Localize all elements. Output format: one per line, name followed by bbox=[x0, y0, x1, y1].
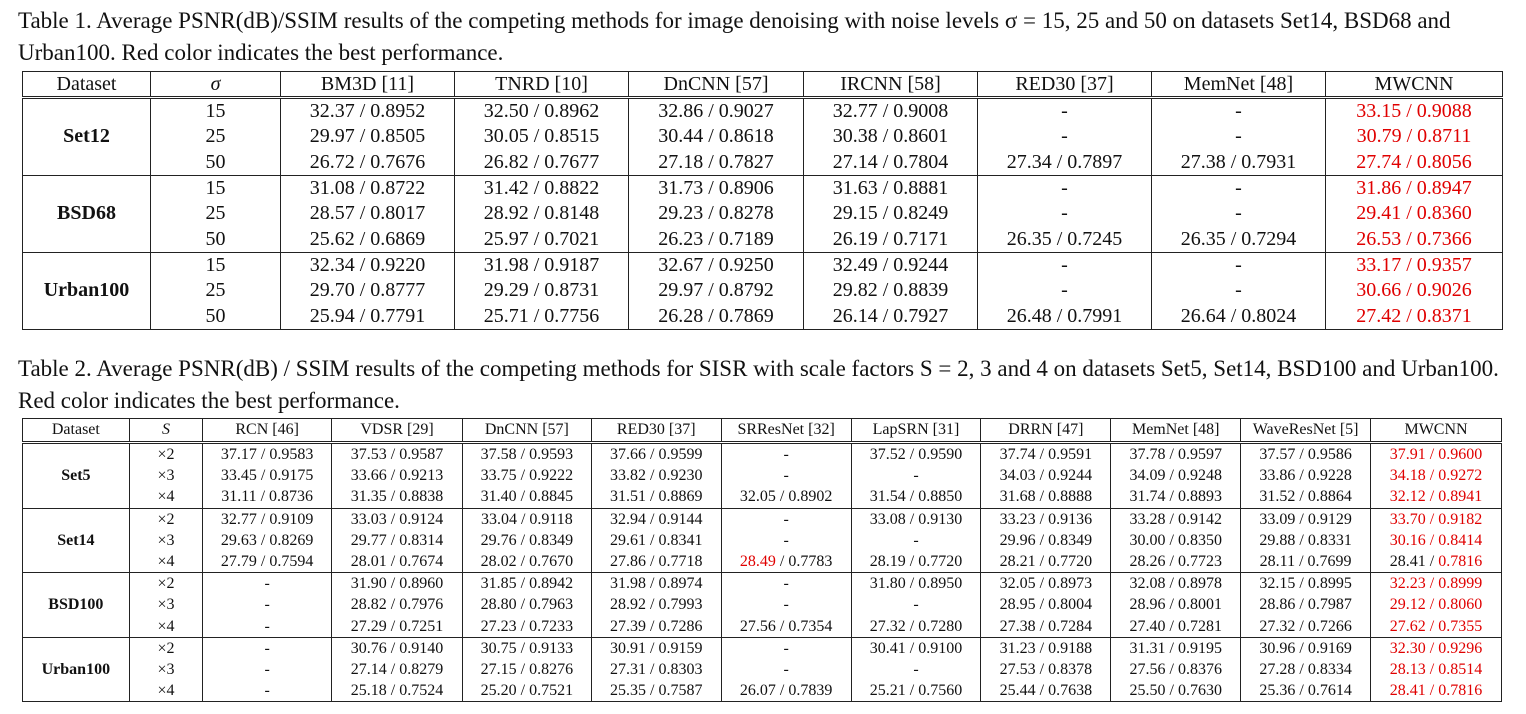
result-cell: 31.40 / 0.8845 bbox=[462, 486, 591, 508]
result-cell: 25.94 / 0.7791 bbox=[281, 303, 455, 329]
result-cell: 27.86 / 0.7718 bbox=[591, 551, 721, 573]
result-cell: 27.34 / 0.7897 bbox=[978, 150, 1152, 176]
result-cell: 27.32 / 0.7280 bbox=[851, 616, 981, 638]
result-cell: 31.35 / 0.8838 bbox=[332, 486, 463, 508]
result-cell: 30.79 / 0.8711 bbox=[1326, 124, 1503, 149]
table-row bbox=[23, 637, 1502, 659]
result-cell: 25.44 / 0.7638 bbox=[981, 680, 1111, 702]
level-cell: ×3 bbox=[129, 465, 202, 486]
result-cell: 33.82 / 0.9230 bbox=[591, 465, 721, 486]
level-cell: 15 bbox=[151, 98, 281, 125]
result-cell: 33.04 / 0.9118 bbox=[462, 508, 591, 530]
result-cell: 33.17 / 0.9357 bbox=[1326, 252, 1503, 278]
table2-header-6: SRResNet [32] bbox=[721, 419, 851, 443]
result-cell: 27.39 / 0.7286 bbox=[591, 616, 721, 638]
result-cell: 34.03 / 0.9244 bbox=[981, 465, 1111, 486]
result-cell: 28.92 / 0.7993 bbox=[591, 594, 721, 615]
result-cell: - bbox=[1152, 175, 1326, 201]
result-cell: 31.54 / 0.8850 bbox=[851, 486, 981, 508]
result-cell: - bbox=[203, 659, 332, 680]
level-cell: ×4 bbox=[129, 486, 202, 508]
result-cell: 26.64 / 0.8024 bbox=[1152, 303, 1326, 329]
result-cell: 30.75 / 0.9133 bbox=[462, 637, 591, 659]
table-row bbox=[23, 465, 1502, 486]
result-cell: 28.49 / 0.7783 bbox=[721, 551, 851, 573]
result-cell: 28.57 / 0.8017 bbox=[281, 201, 455, 226]
result-cell: 33.45 / 0.9175 bbox=[203, 465, 332, 486]
best-ssim: 0.7816 bbox=[1438, 553, 1483, 571]
result-cell: 32.12 / 0.8941 bbox=[1371, 486, 1502, 508]
dataset-name: Urban100 bbox=[23, 637, 130, 702]
result-cell: 29.77 / 0.8314 bbox=[332, 530, 463, 551]
result-cell: - bbox=[978, 201, 1152, 226]
result-cell: - bbox=[978, 175, 1152, 201]
table-row bbox=[23, 303, 1503, 329]
result-cell: 37.66 / 0.9599 bbox=[591, 443, 721, 466]
result-cell: 29.61 / 0.8341 bbox=[591, 530, 721, 551]
result-cell: - bbox=[851, 530, 981, 551]
table2-body bbox=[23, 443, 1502, 702]
result-cell: 25.20 / 0.7521 bbox=[462, 680, 591, 702]
result-cell: 25.21 / 0.7560 bbox=[851, 680, 981, 702]
table2-header-2: RCN [46] bbox=[203, 419, 332, 443]
result-cell: 29.12 / 0.8060 bbox=[1371, 594, 1502, 615]
result-cell: 25.18 / 0.7524 bbox=[332, 680, 463, 702]
result-cell: 25.62 / 0.6869 bbox=[281, 226, 455, 252]
table-row bbox=[23, 594, 1502, 615]
result-cell: 31.73 / 0.8906 bbox=[629, 175, 804, 201]
table1-header-0: Dataset bbox=[23, 72, 151, 98]
table-row bbox=[23, 573, 1502, 595]
result-cell: 29.70 / 0.8777 bbox=[281, 278, 455, 303]
result-cell: 37.17 / 0.9583 bbox=[203, 443, 332, 466]
table1-header-row bbox=[23, 72, 1503, 98]
result-cell: 31.90 / 0.8960 bbox=[332, 573, 463, 595]
table-row bbox=[23, 98, 1503, 125]
result-cell: 26.53 / 0.7366 bbox=[1326, 226, 1503, 252]
result-cell: 27.40 / 0.7281 bbox=[1111, 616, 1241, 638]
result-cell: 31.74 / 0.8893 bbox=[1111, 486, 1241, 508]
result-cell: - bbox=[721, 508, 851, 530]
result-cell: 28.26 / 0.7723 bbox=[1111, 551, 1241, 573]
result-cell: 31.80 / 0.8950 bbox=[851, 573, 981, 595]
table1-header-3: TNRD [10] bbox=[455, 72, 629, 98]
level-cell: 50 bbox=[151, 150, 281, 176]
result-cell: 28.21 / 0.7720 bbox=[981, 551, 1111, 573]
table2-caption: Table 2. Average PSNR(dB) / SSIM results of the competing methods for SISR with scale factors S = 2, 3 and 4 on datasets Set5, Set14, BSD100 and Urban100. Red color indicates the best performance. bbox=[18, 356, 1499, 413]
dataset-name: Urban100 bbox=[23, 252, 151, 329]
result-cell: 27.14 / 0.7804 bbox=[804, 150, 978, 176]
level-cell: 50 bbox=[151, 226, 281, 252]
result-cell: 31.11 / 0.8736 bbox=[203, 486, 332, 508]
table-row bbox=[23, 252, 1503, 278]
result-cell: 27.53 / 0.8378 bbox=[981, 659, 1111, 680]
result-cell: 32.37 / 0.8952 bbox=[281, 98, 455, 125]
result-cell: 33.86 / 0.9228 bbox=[1241, 465, 1371, 486]
table-row bbox=[23, 443, 1502, 466]
result-cell: - bbox=[721, 573, 851, 595]
result-cell: - bbox=[203, 637, 332, 659]
table2-header-1: S bbox=[129, 419, 202, 443]
result-cell: 29.97 / 0.8505 bbox=[281, 124, 455, 149]
result-cell: 27.74 / 0.8056 bbox=[1326, 150, 1503, 176]
result-cell: 29.23 / 0.8278 bbox=[629, 201, 804, 226]
result-cell: 37.52 / 0.9590 bbox=[851, 443, 981, 466]
result-cell: 32.94 / 0.9144 bbox=[591, 508, 721, 530]
result-cell: 26.82 / 0.7677 bbox=[455, 150, 629, 176]
table-row bbox=[23, 616, 1502, 638]
result-cell: - bbox=[203, 680, 332, 702]
result-cell: 28.11 / 0.7699 bbox=[1241, 551, 1371, 573]
result-cell: 31.98 / 0.8974 bbox=[591, 573, 721, 595]
result-cell: 31.31 / 0.9195 bbox=[1111, 637, 1241, 659]
result-cell: 26.35 / 0.7245 bbox=[978, 226, 1152, 252]
result-cell: 31.51 / 0.8869 bbox=[591, 486, 721, 508]
result-cell: 33.15 / 0.9088 bbox=[1326, 98, 1503, 125]
result-cell: 26.72 / 0.7676 bbox=[281, 150, 455, 176]
result-cell: 30.91 / 0.9159 bbox=[591, 637, 721, 659]
result-cell: 26.14 / 0.7927 bbox=[804, 303, 978, 329]
result-cell: 32.05 / 0.8973 bbox=[981, 573, 1111, 595]
result-cell: 27.15 / 0.8276 bbox=[462, 659, 591, 680]
result-cell: 30.16 / 0.8414 bbox=[1371, 530, 1502, 551]
table-row bbox=[23, 659, 1502, 680]
table2-header-row bbox=[23, 419, 1502, 443]
result-cell: 32.05 / 0.8902 bbox=[721, 486, 851, 508]
result-cell: - bbox=[1152, 278, 1326, 303]
dataset-name: BSD68 bbox=[23, 175, 151, 252]
table2-header-9: MemNet [48] bbox=[1111, 419, 1241, 443]
result-cell: 28.41 / 0.7816 bbox=[1371, 551, 1502, 573]
best-psnr: 28.49 bbox=[739, 553, 776, 571]
table1-header-7: MemNet [48] bbox=[1152, 72, 1326, 98]
level-cell: ×4 bbox=[129, 616, 202, 638]
table-row bbox=[23, 486, 1502, 508]
result-cell: - bbox=[203, 616, 332, 638]
result-cell: 30.38 / 0.8601 bbox=[804, 124, 978, 149]
result-cell: 37.57 / 0.9586 bbox=[1241, 443, 1371, 466]
result-cell: 25.97 / 0.7021 bbox=[455, 226, 629, 252]
level-cell: 25 bbox=[151, 278, 281, 303]
level-cell: ×3 bbox=[129, 594, 202, 615]
table2-header-3: VDSR [29] bbox=[332, 419, 463, 443]
result-cell: 28.92 / 0.8148 bbox=[455, 201, 629, 226]
level-cell: ×2 bbox=[129, 443, 202, 466]
result-cell: 29.15 / 0.8249 bbox=[804, 201, 978, 226]
result-cell: 25.36 / 0.7614 bbox=[1241, 680, 1371, 702]
result-cell: 28.13 / 0.8514 bbox=[1371, 659, 1502, 680]
result-cell: 26.19 / 0.7171 bbox=[804, 226, 978, 252]
result-cell: 27.28 / 0.8334 bbox=[1241, 659, 1371, 680]
table-row bbox=[23, 175, 1503, 201]
table2-header-10: WaveResNet [5] bbox=[1241, 419, 1371, 443]
table1-header-4: DnCNN [57] bbox=[629, 72, 804, 98]
result-cell: 32.34 / 0.9220 bbox=[281, 252, 455, 278]
result-cell: - bbox=[721, 465, 851, 486]
level-cell: 15 bbox=[151, 252, 281, 278]
level-cell: ×2 bbox=[129, 637, 202, 659]
result-cell: 31.23 / 0.9188 bbox=[981, 637, 1111, 659]
table1-header-8: MWCNN bbox=[1326, 72, 1503, 98]
level-cell: ×3 bbox=[129, 530, 202, 551]
result-cell: 31.68 / 0.8888 bbox=[981, 486, 1111, 508]
result-cell: 32.67 / 0.9250 bbox=[629, 252, 804, 278]
result-cell: 27.31 / 0.8303 bbox=[591, 659, 721, 680]
result-cell: 26.48 / 0.7991 bbox=[978, 303, 1152, 329]
result-cell: 33.28 / 0.9142 bbox=[1111, 508, 1241, 530]
result-cell: 37.78 / 0.9597 bbox=[1111, 443, 1241, 466]
level-cell: ×3 bbox=[129, 659, 202, 680]
table-row bbox=[23, 530, 1502, 551]
result-cell: 33.70 / 0.9182 bbox=[1371, 508, 1502, 530]
result-cell: 32.15 / 0.8995 bbox=[1241, 573, 1371, 595]
level-cell: ×2 bbox=[129, 508, 202, 530]
result-cell: 28.19 / 0.7720 bbox=[851, 551, 981, 573]
table2-header-4: DnCNN [57] bbox=[462, 419, 591, 443]
result-cell: 30.05 / 0.8515 bbox=[455, 124, 629, 149]
dataset-name: Set12 bbox=[23, 98, 151, 176]
result-cell: - bbox=[851, 594, 981, 615]
table1-header-5: IRCNN [58] bbox=[804, 72, 978, 98]
result-cell: - bbox=[1152, 124, 1326, 149]
result-cell: - bbox=[1152, 98, 1326, 125]
result-cell: - bbox=[721, 594, 851, 615]
result-cell: 27.18 / 0.7827 bbox=[629, 150, 804, 176]
level-cell: 25 bbox=[151, 124, 281, 149]
result-cell: 31.86 / 0.8947 bbox=[1326, 175, 1503, 201]
result-cell: 32.30 / 0.9296 bbox=[1371, 637, 1502, 659]
result-cell: - bbox=[851, 465, 981, 486]
result-cell: 29.82 / 0.8839 bbox=[804, 278, 978, 303]
result-cell: 28.01 / 0.7674 bbox=[332, 551, 463, 573]
level-cell: 15 bbox=[151, 175, 281, 201]
table2-header-7: LapSRN [31] bbox=[851, 419, 981, 443]
result-cell: 28.96 / 0.8001 bbox=[1111, 594, 1241, 615]
table-row bbox=[23, 124, 1503, 149]
table2-header-0: Dataset bbox=[23, 419, 130, 443]
table2 bbox=[22, 418, 1502, 702]
result-cell: 37.53 / 0.9587 bbox=[332, 443, 463, 466]
result-cell: 26.28 / 0.7869 bbox=[629, 303, 804, 329]
result-cell: 31.98 / 0.9187 bbox=[455, 252, 629, 278]
result-cell: 31.08 / 0.8722 bbox=[281, 175, 455, 201]
result-cell: 29.63 / 0.8269 bbox=[203, 530, 332, 551]
result-cell: 27.38 / 0.7931 bbox=[1152, 150, 1326, 176]
result-cell: 25.71 / 0.7756 bbox=[455, 303, 629, 329]
table2-header-5: RED30 [37] bbox=[591, 419, 721, 443]
result-cell: 32.49 / 0.9244 bbox=[804, 252, 978, 278]
result-cell: 33.03 / 0.9124 bbox=[332, 508, 463, 530]
result-cell: - bbox=[978, 252, 1152, 278]
table-row bbox=[23, 508, 1502, 530]
result-cell: - bbox=[851, 659, 981, 680]
result-cell: 26.07 / 0.7839 bbox=[721, 680, 851, 702]
result-cell: 26.23 / 0.7189 bbox=[629, 226, 804, 252]
table-row bbox=[23, 278, 1503, 303]
result-cell: 32.50 / 0.8962 bbox=[455, 98, 629, 125]
result-cell: - bbox=[1152, 252, 1326, 278]
result-cell: 37.91 / 0.9600 bbox=[1371, 443, 1502, 466]
result-cell: 27.56 / 0.8376 bbox=[1111, 659, 1241, 680]
result-cell: 30.41 / 0.9100 bbox=[851, 637, 981, 659]
table1-header-2: BM3D [11] bbox=[281, 72, 455, 98]
result-cell: 32.23 / 0.8999 bbox=[1371, 573, 1502, 595]
result-cell: - bbox=[721, 443, 851, 466]
table-row bbox=[23, 226, 1503, 252]
table-row bbox=[23, 201, 1503, 226]
dataset-name: Set5 bbox=[23, 443, 130, 509]
result-cell: 37.74 / 0.9591 bbox=[981, 443, 1111, 466]
result-cell: 32.86 / 0.9027 bbox=[629, 98, 804, 125]
table-row bbox=[23, 551, 1502, 573]
result-cell: 25.35 / 0.7587 bbox=[591, 680, 721, 702]
result-cell: 29.76 / 0.8349 bbox=[462, 530, 591, 551]
result-cell: 26.35 / 0.7294 bbox=[1152, 226, 1326, 252]
result-cell: - bbox=[721, 530, 851, 551]
result-cell: 30.76 / 0.9140 bbox=[332, 637, 463, 659]
result-cell: 37.58 / 0.9593 bbox=[462, 443, 591, 466]
result-cell: 32.08 / 0.8978 bbox=[1111, 573, 1241, 595]
result-cell: 31.52 / 0.8864 bbox=[1241, 486, 1371, 508]
result-cell: 33.66 / 0.9213 bbox=[332, 465, 463, 486]
result-cell: 27.32 / 0.7266 bbox=[1241, 616, 1371, 638]
result-cell: 28.41 / 0.7816 bbox=[1371, 680, 1502, 702]
result-cell: 31.63 / 0.8881 bbox=[804, 175, 978, 201]
result-cell: 29.29 / 0.8731 bbox=[455, 278, 629, 303]
result-cell: 30.00 / 0.8350 bbox=[1111, 530, 1241, 551]
result-cell: 27.38 / 0.7284 bbox=[981, 616, 1111, 638]
result-cell: 33.23 / 0.9136 bbox=[981, 508, 1111, 530]
result-cell: - bbox=[978, 124, 1152, 149]
level-cell: 50 bbox=[151, 303, 281, 329]
result-cell: 27.79 / 0.7594 bbox=[203, 551, 332, 573]
table1 bbox=[22, 71, 1503, 330]
result-cell: - bbox=[978, 278, 1152, 303]
result-cell: 28.82 / 0.7976 bbox=[332, 594, 463, 615]
result-cell: 30.66 / 0.9026 bbox=[1326, 278, 1503, 303]
result-cell: 34.18 / 0.9272 bbox=[1371, 465, 1502, 486]
result-cell: 32.77 / 0.9109 bbox=[203, 508, 332, 530]
result-cell: 28.86 / 0.7987 bbox=[1241, 594, 1371, 615]
result-cell: 29.88 / 0.8331 bbox=[1241, 530, 1371, 551]
result-cell: 29.41 / 0.8360 bbox=[1326, 201, 1503, 226]
table1-header-6: RED30 [37] bbox=[978, 72, 1152, 98]
result-cell: 27.14 / 0.8279 bbox=[332, 659, 463, 680]
result-cell: 25.50 / 0.7630 bbox=[1111, 680, 1241, 702]
table-row bbox=[23, 150, 1503, 176]
result-cell: 32.77 / 0.9008 bbox=[804, 98, 978, 125]
table1-header-1: σ bbox=[151, 72, 281, 98]
result-cell: 31.85 / 0.8942 bbox=[462, 573, 591, 595]
dataset-name: Set14 bbox=[23, 508, 130, 573]
result-cell: 27.56 / 0.7354 bbox=[721, 616, 851, 638]
result-cell: - bbox=[203, 594, 332, 615]
result-cell: - bbox=[721, 637, 851, 659]
result-cell: 28.80 / 0.7963 bbox=[462, 594, 591, 615]
result-cell: 33.09 / 0.9129 bbox=[1241, 508, 1371, 530]
table1-caption: Table 1. Average PSNR(dB)/SSIM results of the competing methods for image denoising with noise levels σ = 15, 25 and 50 on datasets Set14, BSD68 and Urban100. Red color indicates the best performance. bbox=[18, 8, 1451, 65]
result-cell: 27.29 / 0.7251 bbox=[332, 616, 463, 638]
result-cell: 28.02 / 0.7670 bbox=[462, 551, 591, 573]
result-cell: 30.96 / 0.9169 bbox=[1241, 637, 1371, 659]
table-row bbox=[23, 680, 1502, 702]
result-cell: 27.23 / 0.7233 bbox=[462, 616, 591, 638]
result-cell: 27.42 / 0.8371 bbox=[1326, 303, 1503, 329]
result-cell: 31.42 / 0.8822 bbox=[455, 175, 629, 201]
result-cell: 34.09 / 0.9248 bbox=[1111, 465, 1241, 486]
table2-header-11: MWCNN bbox=[1371, 419, 1502, 443]
result-cell: 33.08 / 0.9130 bbox=[851, 508, 981, 530]
level-cell: ×2 bbox=[129, 573, 202, 595]
result-cell: - bbox=[721, 659, 851, 680]
result-cell: 33.75 / 0.9222 bbox=[462, 465, 591, 486]
level-cell: ×4 bbox=[129, 551, 202, 573]
result-cell: - bbox=[203, 573, 332, 595]
result-cell: 30.44 / 0.8618 bbox=[629, 124, 804, 149]
level-cell: ×4 bbox=[129, 680, 202, 702]
result-cell: 29.96 / 0.8349 bbox=[981, 530, 1111, 551]
result-cell: 28.95 / 0.8004 bbox=[981, 594, 1111, 615]
table1-body bbox=[23, 98, 1503, 330]
dataset-name: BSD100 bbox=[23, 573, 130, 638]
result-cell: 27.62 / 0.7355 bbox=[1371, 616, 1502, 638]
result-cell: - bbox=[978, 98, 1152, 125]
result-cell: 29.97 / 0.8792 bbox=[629, 278, 804, 303]
table2-header-8: DRRN [47] bbox=[981, 419, 1111, 443]
level-cell: 25 bbox=[151, 201, 281, 226]
result-cell: - bbox=[1152, 201, 1326, 226]
